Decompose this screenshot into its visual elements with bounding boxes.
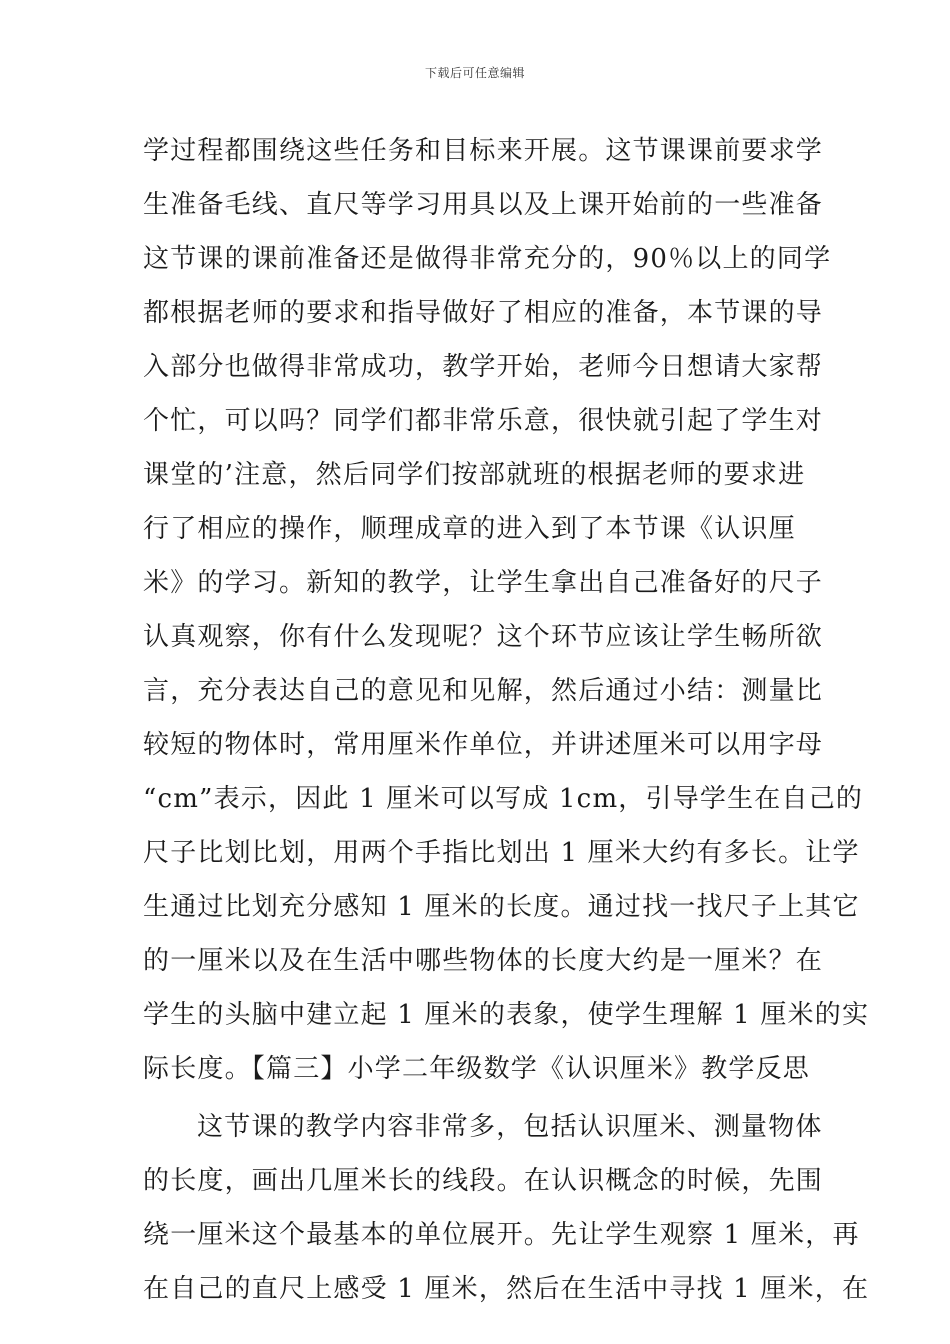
text-line: 课堂的’注意，然后同学们按部就班的根据老师的要求进	[143, 460, 806, 490]
text-line: 较短的物体时，常用厘米作单位，并讲述厘米可以用字母	[143, 730, 824, 760]
text-line: 生准备毛线、直尺等学习用具以及上课开始前的一些准备	[143, 190, 824, 220]
page-header: 下载后可任意编辑	[424, 66, 525, 80]
paragraph-1	[143, 124, 870, 1096]
text-line: 尺子比划比划，用两个手指比划出 1 厘米大约有多长。让学	[143, 838, 860, 868]
text-line: 学过程都围绕这些任务和目标来开展。这节课课前要求学	[143, 136, 824, 166]
paragraph-2	[143, 1100, 870, 1316]
text-line: 入部分也做得非常成功，教学开始，老师今日想请大家帮	[143, 352, 824, 382]
text-line: 行了相应的操作，顺理成章的进入到了本节课《认识厘	[143, 514, 796, 544]
text-line: 际长度。【篇三】小学二年级数学《认识厘米》教学反思	[143, 1054, 811, 1084]
text-line: 生通过比划充分感知 1 厘米的长度。通过找一找尺子上其它	[143, 892, 860, 922]
text-line-first: 这节课的教学内容非常多，包括认识厘米、测量物体	[197, 1112, 823, 1142]
text-line: 都根据老师的要求和指导做好了相应的准备，本节课的导	[143, 298, 824, 328]
document-body	[143, 124, 870, 1316]
text-line: 在自己的直尺上感受 1 厘米，然后在生活中寻找 1 厘米，在	[143, 1274, 870, 1304]
text-line: 学生的头脑中建立起 1 厘米的表象，使学生理解 1 厘米的实	[143, 1000, 870, 1030]
text-line: 个忙，可以吗？同学们都非常乐意，很快就引起了学生对	[143, 406, 824, 436]
text-line: 认真观察，你有什么发现呢？这个环节应该让学生畅所欲	[143, 622, 824, 652]
text-line: 米》的学习。新知的教学，让学生拿出自己准备好的尺子	[143, 568, 824, 598]
text-line: 这节课的课前准备还是做得非常充分的，90％以上的同学	[143, 244, 832, 274]
text-line: 的一厘米以及在生活中哪些物体的长度大约是一厘米？在	[143, 946, 824, 976]
text-line: 绕一厘米这个最基本的单位展开。先让学生观察 1 厘米，再	[143, 1220, 860, 1250]
text-line: “cm”表示，因此 1 厘米可以写成 1cm，引导学生在自己的	[143, 784, 864, 814]
text-line: 言，充分表达自己的意见和见解，然后通过小结：测量比	[143, 676, 824, 706]
text-line: 的长度，画出几厘米长的线段。在认识概念的时候，先围	[143, 1166, 824, 1196]
